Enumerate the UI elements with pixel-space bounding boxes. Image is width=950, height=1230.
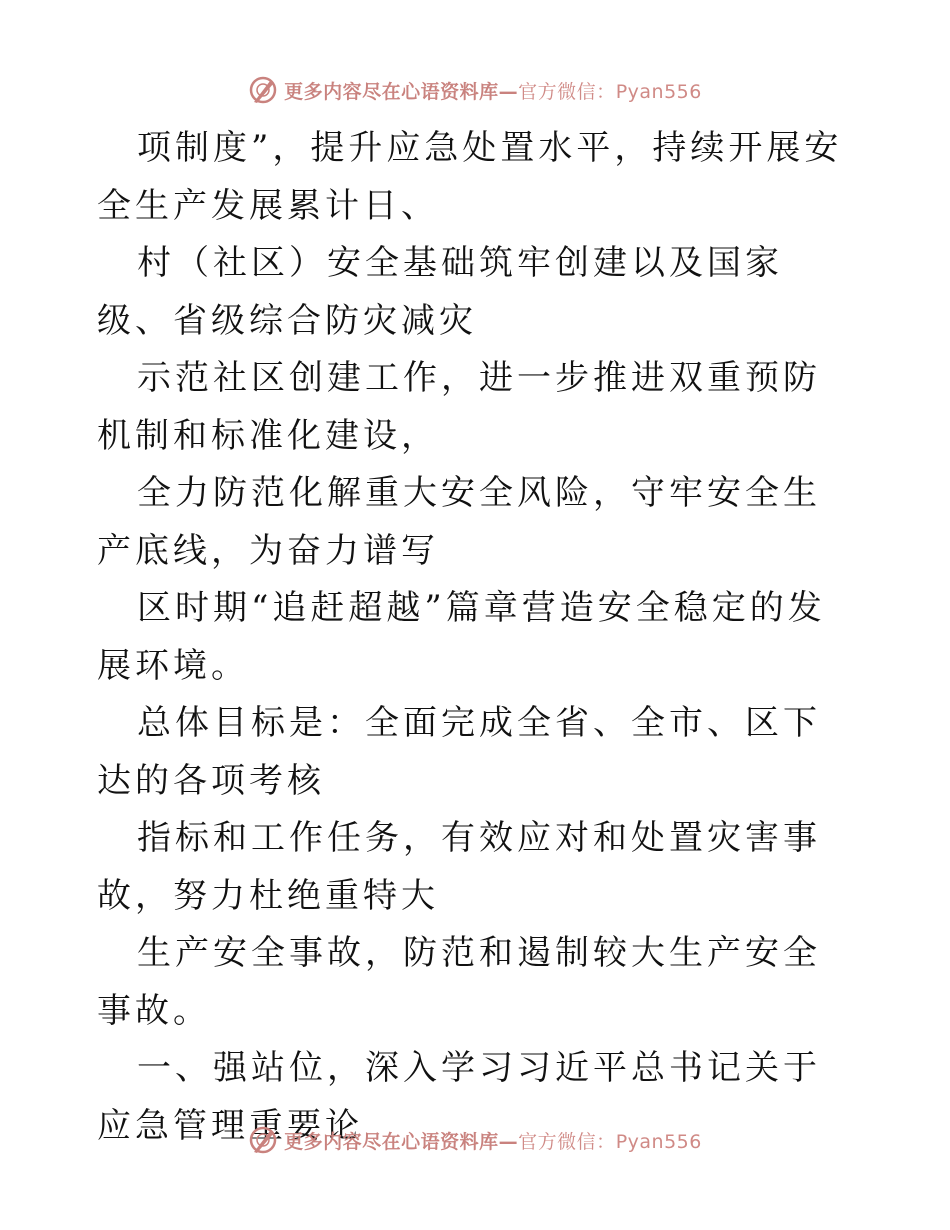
footer-wechat-label: 官方微信： [518,1130,616,1153]
footer-banner [0,1120,950,1160]
paragraph: 村（社区）安全基础筑牢创建以及国家级、省级综合防灾减灾 [97,243,783,341]
footer-banner-text [284,1127,702,1154]
paragraph: 项制度”，提升应急处置水平，持续开展安全生产发展累计日、 [97,128,843,226]
header-wechat-id: Pyan556 [615,80,702,103]
header-banner-text [284,77,702,104]
paragraph: 生产安全事故，防范和遏制较大生产安全事故。 [97,933,821,1031]
paragraph: 总体目标是：全面完成全省、全市、区下达的各项考核 [97,703,821,801]
footer-wechat-id: Pyan556 [615,1130,702,1153]
paragraph: 全力防范化解重大安全风险，守牢安全生产底线，为奋力谱写 [97,473,821,571]
header-site-name: 更多内容尽在心语资料库— [284,80,519,103]
header-wechat-label: 官方微信： [518,80,616,103]
document-body [97,120,857,1155]
paragraph: 一、强站位，深入学习习近平总书记关于应急管理重要论 [97,1048,821,1146]
footer-site-name: 更多内容尽在心语资料库— [284,1130,519,1153]
quill-pen-circle-icon [248,1125,278,1155]
quill-pen-circle-icon [248,75,278,105]
header-banner [0,70,950,110]
paragraph: 指标和工作任务，有效应对和处置灾害事故，努力杜绝重特大 [97,818,821,916]
paragraph: 区时期“追赶超越”篇章营造安全稳定的发展环境。 [97,588,826,686]
paragraph: 示范社区创建工作，进一步推进双重预防机制和标准化建设， [97,358,821,456]
